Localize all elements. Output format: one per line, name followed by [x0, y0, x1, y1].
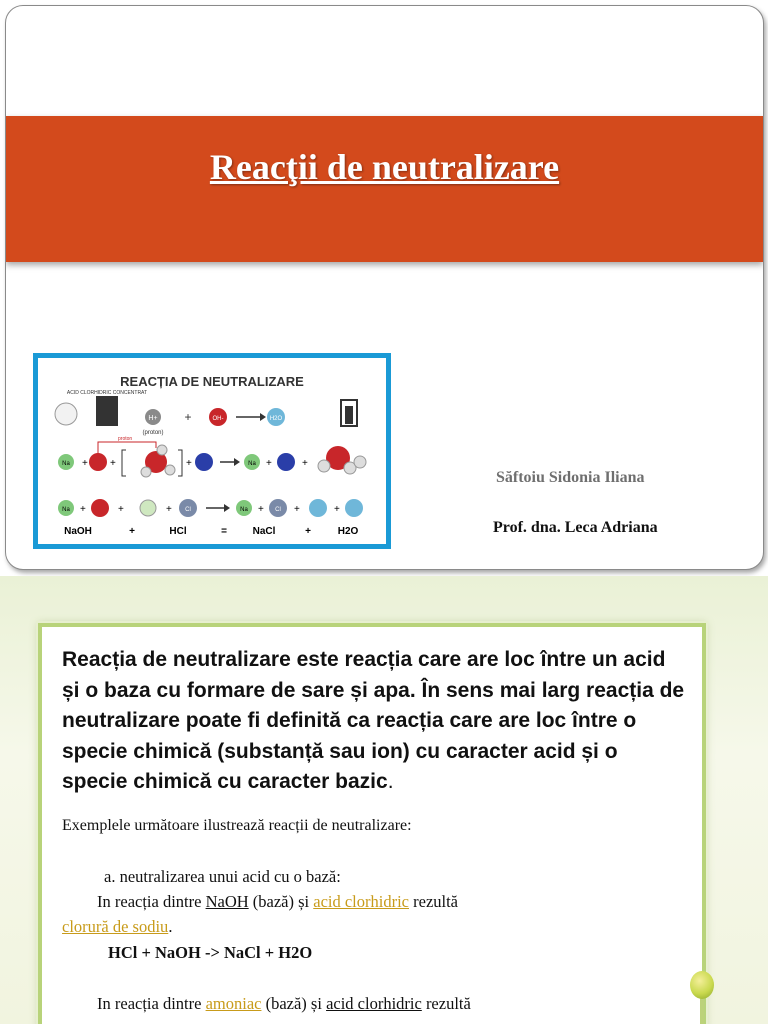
examples-intro: Exemplele următoare ilustrează reacții de neutralizare:: [62, 817, 412, 834]
svg-text:+: +: [184, 410, 192, 424]
neutralization-diagram: [33, 353, 391, 549]
diagram-heading: REACȚIA DE NEUTRALIZARE: [120, 374, 304, 389]
svg-text:+: +: [82, 458, 88, 469]
naoh-link[interactable]: NaOH: [205, 892, 249, 911]
svg-text:Na: Na: [62, 507, 70, 513]
author-name: Săftoiu Sidonia Iliana: [496, 469, 645, 486]
acid-clorhidric-link-2[interactable]: acid clorhidric: [326, 994, 422, 1013]
svg-text:Cl: Cl: [185, 507, 191, 513]
oxygen-ball: [89, 453, 107, 471]
clorura-de-sodiu-link[interactable]: clorură de sodiu: [62, 917, 169, 936]
hydroxide-symbol: OH-: [212, 416, 224, 422]
professor-name: Prof. dna. Leca Adriana: [493, 519, 658, 536]
example-1-line: In reacția dintre NaOH (bază) și acid clorhidric rezultă: [97, 892, 459, 911]
svg-text:+: +: [258, 504, 264, 515]
label-hcl: HCl: [169, 526, 187, 537]
content-slide: [0, 576, 768, 1024]
svg-text:+: +: [305, 526, 311, 537]
svg-text:Na: Na: [62, 461, 70, 467]
proton-caption: (proton): [142, 430, 164, 436]
label-nacl: NaCl: [252, 526, 276, 537]
svg-text:Na: Na: [240, 507, 248, 513]
amoniac-link[interactable]: amoniac: [205, 994, 262, 1013]
svg-text:+: +: [129, 526, 135, 537]
svg-text:=: =: [221, 526, 227, 537]
svg-text:+: +: [294, 504, 300, 515]
svg-text:+: +: [118, 504, 124, 515]
svg-text:+: +: [110, 458, 116, 469]
svg-text:+: +: [334, 504, 340, 515]
svg-text:Cl: Cl: [275, 507, 281, 513]
svg-text:+: +: [80, 504, 86, 515]
svg-text:+: +: [266, 458, 272, 469]
slide-title: Reacţii de neutralizare: [209, 147, 560, 187]
acid-label: ACID CLORHIDRIC CONCENTRAT: [66, 390, 148, 396]
salt-crystal-icon: [55, 403, 77, 425]
diagram-graphic: [38, 358, 386, 544]
label-h2o: H2O: [337, 526, 359, 537]
acid-clorhidric-link[interactable]: acid clorhidric: [313, 892, 409, 911]
chloride-ball: [195, 453, 213, 471]
title-slide: [5, 5, 764, 570]
definition-paragraph: Reacția de neutralizare este reacția care are loc între un acid și o baza cu formare de sare și apa. În sens mai larg reacția de neutralizare poate fi definită ca reacția care are loc între o specie chimică (substanță sau ion) cu caracter acid și o specie chimică cu caracter bazic.: [62, 648, 685, 793]
water-symbol: H2O: [269, 416, 283, 422]
acid-bottle-icon: [96, 396, 118, 426]
flower-bud-decoration: [690, 971, 714, 999]
svg-text:+: +: [302, 458, 308, 469]
example-1-product-line: clorură de sodiu.: [62, 917, 173, 936]
item-a: a. neutralizarea unui acid cu o bază:: [104, 867, 341, 886]
svg-text:Na: Na: [248, 461, 256, 467]
equation-1: HCl + NaOH -> NaCl + H2O: [108, 943, 313, 962]
definition-text: Reacția de neutralizare este reacția care are loc între un acid și o baza cu formare de sare și apa. În sens mai larg reacția de neutralizare poate fi definită ca reacția care are loc între o specie chimică (substanță sau ion) cu caracter acid și o specie chimică cu caracter bazic: [62, 648, 685, 793]
proton-symbol: H+: [148, 415, 158, 422]
content-frame: [38, 623, 706, 1024]
title-band: [6, 116, 763, 262]
label-naoh: NaOH: [64, 526, 92, 537]
svg-text:+: +: [186, 458, 192, 469]
proton-arrow-label: proton: [118, 436, 133, 442]
example-2-line: In reacția dintre amoniac (bază) și acid clorhidric rezultă: [97, 994, 471, 1013]
svg-text:+: +: [166, 504, 172, 515]
